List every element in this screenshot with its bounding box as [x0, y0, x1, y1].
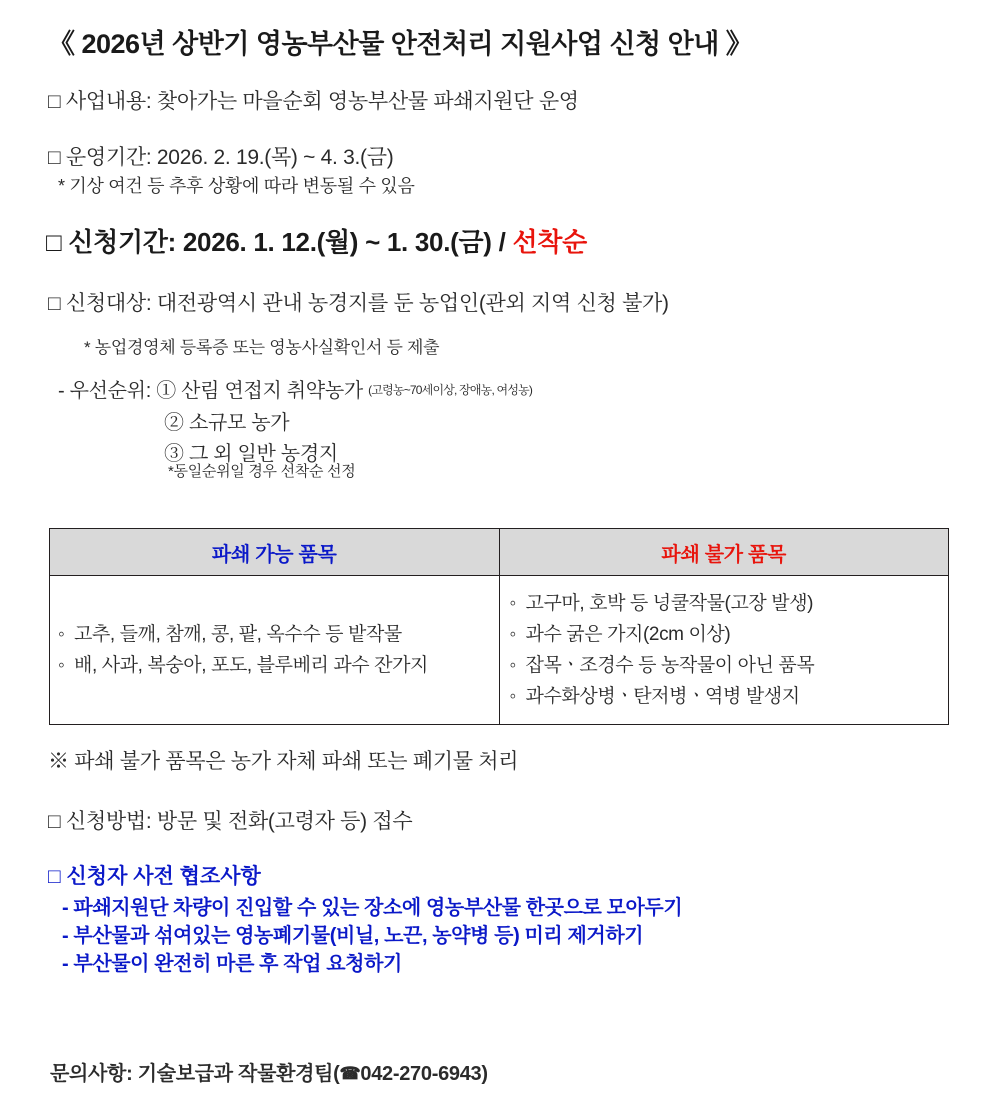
- contact-label: 문의사항: 기술보급과 작물환경팀(: [50, 1063, 340, 1085]
- business-content-line: □ 사업내용: 찾아가는 마을순회 영농부산물 파쇄지원단 운영: [48, 90, 579, 113]
- priority-item-3: ③ 그 외 일반 농경지: [164, 443, 338, 465]
- cooperation-title: □ 신청자 사전 협조사항: [48, 865, 261, 888]
- list-item: ◦ 고추, 들깨, 참깨, 콩, 팥, 옥수수 등 밭작물: [58, 619, 489, 650]
- apply-period-line: [46, 222, 587, 259]
- page-title: 《 2026년 상반기 영농부산물 안전처리 지원사업 신청 안내 》: [48, 29, 753, 59]
- table-header-row: [50, 529, 949, 576]
- priority-item-2: ② 소규모 농가: [164, 412, 290, 434]
- list-item: ◦ 과수 굵은 가지(2cm 이상): [510, 619, 939, 650]
- not-allowed-item-list: [500, 588, 949, 712]
- table-cell-not-allowed: [499, 576, 949, 725]
- list-item: ◦ 잡목ㆍ조경수 등 농작물이 아닌 품목: [510, 650, 939, 681]
- apply-target-note: * 농업경영체 등록증 또는 영농사실확인서 등 제출: [84, 338, 440, 357]
- list-item: ◦ 과수화상병ㆍ탄저병ㆍ역병 발생지: [510, 681, 939, 712]
- cooperation-item-2: - 부산물과 섞여있는 영농폐기물(비닐, 노끈, 농약병 등) 미리 제거하기: [62, 925, 644, 947]
- list-item: ◦ 배, 사과, 복숭아, 포도, 블루베리 과수 잔가지: [58, 650, 489, 681]
- priority-note: *동일순위일 경우 선착순 선정: [168, 463, 356, 480]
- allowed-item-list: [50, 619, 499, 681]
- table-cell-allowed: [50, 576, 500, 725]
- priority-item-1-subtext: (고령농~70세이상, 장애농, 여성농): [368, 383, 533, 397]
- priority-item-1: [58, 374, 532, 403]
- items-table: [49, 528, 949, 725]
- disposal-note-line: ※ 파쇄 불가 품목은 농가 자체 파쇄 또는 폐기물 처리: [48, 750, 519, 773]
- contact-phone: 042-270-6943): [360, 1063, 488, 1085]
- phone-icon: ☎: [339, 1064, 361, 1083]
- table-row: [50, 576, 949, 725]
- list-item: ◦ 고구마, 호박 등 넝쿨작물(고장 발생): [510, 588, 939, 619]
- apply-period-accent: 선착순: [512, 227, 587, 257]
- cooperation-item-3: - 부산물이 완전히 마른 후 작업 요청하기: [62, 953, 402, 975]
- operation-period-note: * 기상 여건 등 추후 상황에 따라 변동될 수 있음: [58, 176, 415, 196]
- apply-period-text: □ 신청기간: 2026. 1. 12.(월) ~ 1. 30.(금) /: [46, 227, 513, 257]
- table-header-allowed: 파쇄 가능 품목: [50, 529, 500, 576]
- priority-item-1-text: - 우선순위: ① 산림 연접지 취약농가: [58, 380, 369, 402]
- operation-period-line: □ 운영기간: 2026. 2. 19.(목) ~ 4. 3.(금): [48, 146, 394, 169]
- contact-line: [50, 1057, 488, 1086]
- apply-method-line: □ 신청방법: 방문 및 전화(고령자 등) 접수: [48, 810, 413, 833]
- cooperation-item-1: - 파쇄지원단 차량이 진입할 수 있는 장소에 영농부산물 한곳으로 모아두기: [62, 897, 683, 919]
- table-header-not-allowed: 파쇄 불가 품목: [499, 529, 949, 576]
- apply-target-line: □ 신청대상: 대전광역시 관내 농경지를 둔 농업인(관외 지역 신청 불가): [48, 292, 669, 315]
